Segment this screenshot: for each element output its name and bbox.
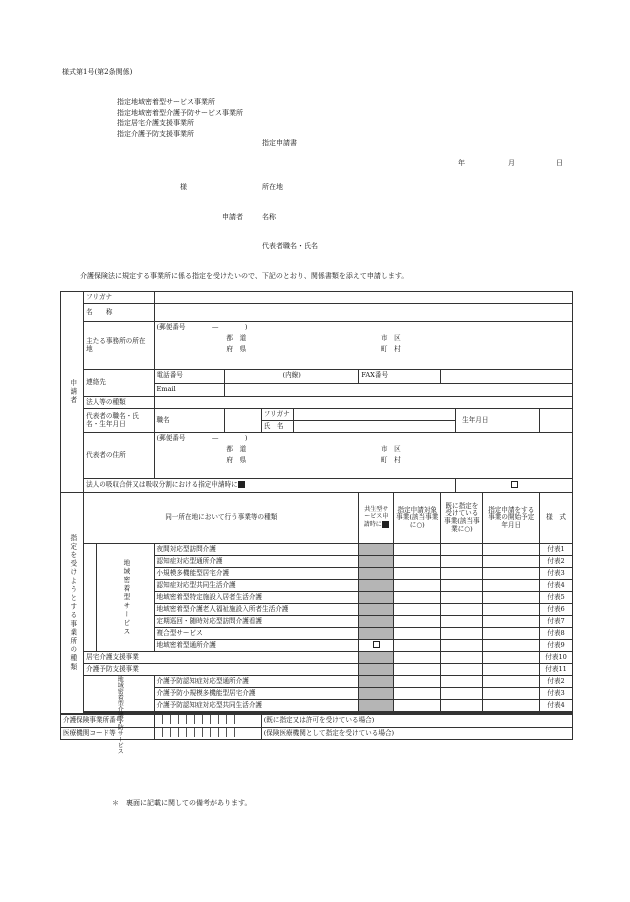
- contact-label: 連絡先: [84, 370, 154, 397]
- header-line: 指定介護予防支援事業所: [117, 129, 194, 138]
- name-field[interactable]: [154, 304, 572, 322]
- target-cell[interactable]: [394, 652, 441, 664]
- col-header-kyosei: [359, 493, 394, 544]
- applicant-label: 申請者: [222, 213, 243, 221]
- existing-cell[interactable]: [441, 628, 483, 640]
- target-cell[interactable]: [394, 568, 441, 580]
- merger-label: 法人の吸収合併又は吸収分割における指定申請時に: [86, 480, 238, 489]
- header-line: 指定居宅介護支援事業所: [117, 119, 194, 127]
- target-cell[interactable]: [394, 604, 441, 616]
- day-label: 日: [556, 159, 563, 167]
- service-name: 複合型サービス: [154, 628, 359, 640]
- service-name: 地域密着型介護老人福祉施設入所者生活介護: [154, 604, 359, 616]
- target-cell[interactable]: [394, 688, 441, 700]
- business-type-section-label: 指定を受けようとする事業所の種類: [61, 493, 84, 714]
- target-cell[interactable]: [394, 592, 441, 604]
- kyosei-cell: [359, 652, 394, 664]
- yobo-service-label: 地域密着型介護予防サービス: [84, 676, 154, 712]
- main-office-label: 主たる事務所の所在地: [84, 322, 154, 370]
- form-ref: 付表2: [540, 556, 573, 568]
- service-row: [61, 544, 573, 556]
- service-name: 地域密着型通所介護: [154, 640, 359, 652]
- existing-cell[interactable]: [441, 556, 483, 568]
- start-date-cell[interactable]: [483, 688, 540, 700]
- service-row: [61, 652, 573, 664]
- start-date-cell[interactable]: [483, 544, 540, 556]
- start-date-cell[interactable]: [483, 628, 540, 640]
- year-label: 年: [458, 159, 465, 167]
- month-label: 月: [508, 159, 515, 167]
- merger-row: [84, 479, 456, 493]
- form-number: 様式第1号(第2条関係): [62, 68, 133, 76]
- start-date-cell[interactable]: [483, 700, 540, 712]
- form-ref: 付表4: [540, 580, 573, 592]
- existing-cell[interactable]: [441, 700, 483, 712]
- service-name: 介護予防認知症対応型通所介護: [154, 676, 359, 688]
- rep-furigana-field[interactable]: [294, 409, 456, 421]
- start-date-cell[interactable]: [483, 664, 540, 676]
- prefecture-fu-ken: 府 県: [226, 344, 247, 353]
- statement-text: 介護保険法に規定する事業所に係る指定を受けたいので、下記のとおり、関係書類を添えて申請します。: [80, 272, 409, 280]
- corp-type-field[interactable]: [154, 397, 572, 409]
- target-cell[interactable]: [394, 580, 441, 592]
- email-label: Email: [154, 383, 224, 397]
- email-field[interactable]: [224, 383, 572, 397]
- applicant-section-label: 申請者: [61, 292, 84, 493]
- existing-cell[interactable]: [441, 652, 483, 664]
- kyosei-cell: [359, 544, 394, 556]
- start-date-cell[interactable]: [483, 568, 540, 580]
- col-header-kyosei-text: 共生型サービス申請時に: [363, 506, 389, 528]
- job-title-label: 職名: [154, 409, 224, 433]
- job-title-field[interactable]: [224, 409, 261, 433]
- form-ref: 付表4: [540, 700, 573, 712]
- service-name: 認知症対応型共同生活介護: [154, 580, 359, 592]
- target-cell[interactable]: [394, 664, 441, 676]
- furigana-field[interactable]: [154, 292, 572, 304]
- col-header-start-date: 指定申請をする事業の開始予定年月日: [483, 493, 540, 544]
- rep-furigana-label: フリガナ: [261, 409, 294, 421]
- page-title: 指定申請書: [262, 139, 297, 147]
- existing-cell[interactable]: [441, 568, 483, 580]
- checkbox-icon[interactable]: [373, 641, 380, 648]
- rep-name-field[interactable]: [294, 421, 456, 433]
- form-ref: 付表8: [540, 628, 573, 640]
- name-label: 名称: [262, 213, 276, 221]
- col-header-kind: 同一所在地において行う事業等の種類: [84, 493, 359, 544]
- filled-checkbox-icon: [238, 481, 245, 488]
- rep-town-cho-son: 町 村: [359, 455, 573, 466]
- target-cell[interactable]: [394, 556, 441, 568]
- corp-type-label: 法人等の種類: [84, 397, 154, 409]
- start-date-cell[interactable]: [483, 580, 540, 592]
- form-ref: 付表5: [540, 592, 573, 604]
- start-date-cell[interactable]: [483, 604, 540, 616]
- header-line: 指定地域密着型サービス事業所: [117, 98, 215, 106]
- col-header-target: 指定申請対象事業(該当事業に○): [394, 493, 441, 544]
- service-row: [61, 676, 573, 688]
- service-name: 介護予防小規模多機能型居宅介護: [154, 688, 359, 700]
- service-name: 定期巡回・随時対応型訪問介護看護: [154, 616, 359, 628]
- prefecture-to-do: 都 道: [226, 333, 247, 342]
- checkbox-icon[interactable]: [511, 481, 518, 488]
- existing-cell[interactable]: [441, 676, 483, 688]
- start-date-cell[interactable]: [483, 592, 540, 604]
- main-office-address-field[interactable]: [154, 355, 572, 370]
- phone-label: 電話番号: [154, 370, 224, 384]
- existing-cell[interactable]: [441, 616, 483, 628]
- rep-postal-code-line[interactable]: (郵便番号 — ): [154, 433, 572, 445]
- birthdate-field[interactable]: [540, 409, 573, 433]
- col-header-existing: 既に指定を受けている事業(該当事業に○): [441, 493, 483, 544]
- existing-cell[interactable]: [441, 544, 483, 556]
- extension-label[interactable]: (内線): [224, 370, 359, 384]
- kyosei-cell: [359, 664, 394, 676]
- rep-address-label: 代表者の住所: [84, 433, 154, 479]
- representative-row-label: 代表者の職名・氏名・生年月日: [84, 409, 154, 433]
- col-header-form: 様 式: [540, 493, 573, 544]
- service-name: 介護予防認知症対応型共同生活介護: [154, 700, 359, 712]
- fax-label: FAX番号: [359, 370, 441, 384]
- kyosei-cell: [359, 580, 394, 592]
- birthdate-label: 生年月日: [456, 409, 540, 433]
- service-row: [61, 664, 573, 676]
- medical-code-note: (保険医療機関として指定を受けている場合): [261, 727, 572, 740]
- form-headers: [117, 97, 243, 139]
- merger-checkbox-cell[interactable]: [456, 479, 573, 493]
- footnote: ＊ 裏面に記載に関しての備考があります。: [112, 799, 252, 807]
- form-ref: 付表9: [540, 640, 573, 652]
- form-ref: 付表11: [540, 664, 573, 676]
- header-line: 指定地域密着型介護予防サービス事業所: [117, 108, 243, 117]
- medical-code-field[interactable]: [154, 727, 261, 740]
- service-name: 地域密着型特定施設入居者生活介護: [154, 592, 359, 604]
- kyosei-cell: [359, 568, 394, 580]
- rep-prefecture-fu-ken: 府 県: [226, 455, 247, 464]
- service-name: 認知症対応型通所介護: [154, 556, 359, 568]
- insurance-number-field[interactable]: [154, 715, 261, 728]
- addressee-label: 様: [180, 183, 187, 191]
- form-ref: 付表1: [540, 544, 573, 556]
- existing-cell[interactable]: [441, 580, 483, 592]
- existing-cell[interactable]: [441, 688, 483, 700]
- filled-checkbox-icon: [382, 521, 389, 528]
- rep-address-field[interactable]: [154, 466, 572, 479]
- form-ref: 付表3: [540, 568, 573, 580]
- target-cell[interactable]: [394, 676, 441, 688]
- existing-cell[interactable]: [441, 664, 483, 676]
- form-ref: 付表10: [540, 652, 573, 664]
- location-label: 所在地: [262, 183, 283, 191]
- service-name: 夜間対応型訪問介護: [154, 544, 359, 556]
- target-cell[interactable]: [394, 640, 441, 652]
- start-date-cell[interactable]: [483, 556, 540, 568]
- town-cho-son: 町 村: [359, 344, 573, 355]
- kyosei-cell: [359, 700, 394, 712]
- insurance-number-note: (既に指定又は許可を受けている場合): [261, 715, 572, 728]
- application-form-table: [60, 291, 573, 754]
- kyosei-cell: [359, 592, 394, 604]
- city-shi-ku: 市 区: [359, 333, 573, 344]
- existing-cell[interactable]: [441, 604, 483, 616]
- existing-cell[interactable]: [441, 592, 483, 604]
- kyosei-checkbox-cell[interactable]: [359, 640, 394, 652]
- form-ref: 付表2: [540, 676, 573, 688]
- service-name: 介護予防支援事業: [84, 664, 359, 676]
- form-ref: 付表6: [540, 604, 573, 616]
- postal-code-line[interactable]: (郵便番号 — ): [154, 322, 572, 334]
- start-date-cell[interactable]: [483, 616, 540, 628]
- kyosei-cell: [359, 616, 394, 628]
- service-name: 居宅介護支援事業: [84, 652, 359, 664]
- representative-label: 代表者職名・氏名: [262, 242, 318, 250]
- fax-field[interactable]: [441, 370, 573, 384]
- kyosei-cell: [359, 556, 394, 568]
- target-cell[interactable]: [394, 700, 441, 712]
- kyosei-cell: [359, 688, 394, 700]
- kyosei-cell: [359, 628, 394, 640]
- form-ref: 付表3: [540, 688, 573, 700]
- insurance-number-label: 介護保険事業所番号: [61, 715, 155, 728]
- kyosei-cell: [359, 676, 394, 688]
- rep-name-label: 氏 名: [261, 421, 294, 433]
- rep-prefecture-to-do: 都 道: [226, 444, 247, 453]
- name-row-label: 名 称: [84, 304, 154, 322]
- start-date-cell[interactable]: [483, 676, 540, 688]
- medical-code-label: 医療機関コード等: [61, 727, 155, 740]
- form-ref: 付表7: [540, 616, 573, 628]
- service-name: 小規模多機能型居宅介護: [154, 568, 359, 580]
- furigana-label: フリガナ: [84, 292, 154, 304]
- chiiki-mitchaku-label: 地域密着型サービス: [96, 544, 154, 652]
- start-date-cell[interactable]: [483, 652, 540, 664]
- target-cell[interactable]: [394, 616, 441, 628]
- kyosei-cell: [359, 604, 394, 616]
- existing-cell[interactable]: [441, 640, 483, 652]
- target-cell[interactable]: [394, 544, 441, 556]
- rep-city-shi-ku: 市 区: [359, 444, 573, 455]
- target-cell[interactable]: [394, 628, 441, 640]
- start-date-cell[interactable]: [483, 640, 540, 652]
